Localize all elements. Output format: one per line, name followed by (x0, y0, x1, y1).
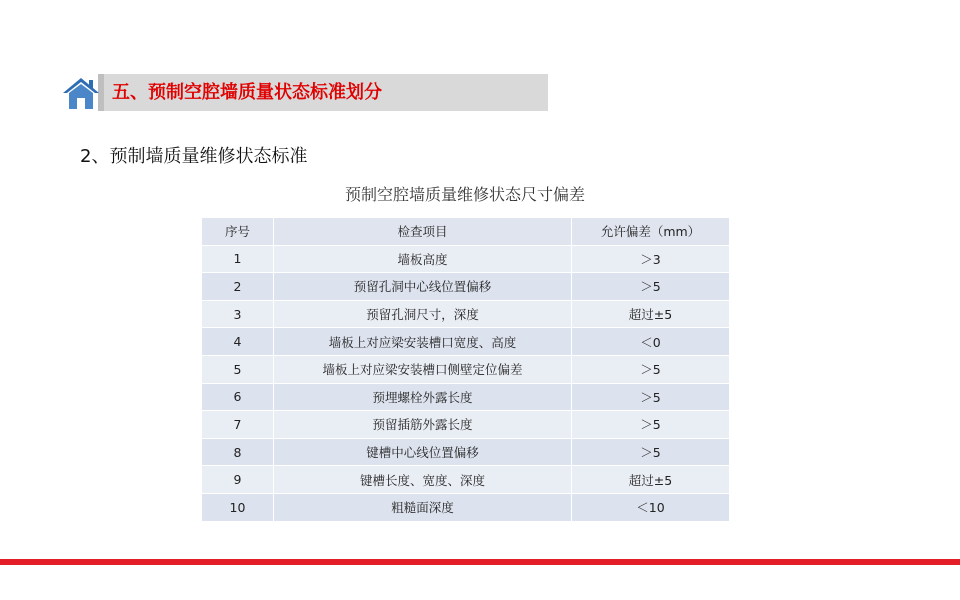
table-header-row (202, 218, 730, 246)
cell-item: 预埋螺栓外露长度 (274, 383, 572, 411)
header-item: 检查项目 (274, 218, 572, 246)
table-row (202, 493, 730, 521)
tolerance-table (201, 217, 730, 522)
cell-item: 预留孔洞中心线位置偏移 (274, 273, 572, 301)
cell-item: 键槽中心线位置偏移 (274, 438, 572, 466)
cell-item: 粗糙面深度 (274, 493, 572, 521)
cell-no: 7 (202, 411, 274, 439)
cell-no: 1 (202, 245, 274, 273)
table-row (202, 466, 730, 494)
table-row (202, 383, 730, 411)
cell-tolerance: 超过±5 (572, 466, 730, 494)
cell-item: 墙板上对应梁安装槽口宽度、高度 (274, 328, 572, 356)
header-tolerance: 允许偏差（mm） (572, 218, 730, 246)
cell-no: 9 (202, 466, 274, 494)
table-row (202, 328, 730, 356)
table-row (202, 411, 730, 439)
cell-tolerance: ＞5 (572, 411, 730, 439)
cell-no: 3 (202, 300, 274, 328)
cell-tolerance: ＜10 (572, 493, 730, 521)
table-row (202, 245, 730, 273)
cell-item: 预留插筋外露长度 (274, 411, 572, 439)
table-row (202, 300, 730, 328)
section-title: 五、预制空腔墙质量状态标准划分 (112, 82, 382, 103)
table-row (202, 438, 730, 466)
header-no: 序号 (202, 218, 274, 246)
bottom-rule (0, 559, 960, 565)
cell-no: 2 (202, 273, 274, 301)
cell-tolerance: ＞5 (572, 355, 730, 383)
cell-no: 5 (202, 355, 274, 383)
cell-no: 8 (202, 438, 274, 466)
cell-tolerance: ＜0 (572, 328, 730, 356)
table-row (202, 273, 730, 301)
cell-item: 预留孔洞尺寸，深度 (274, 300, 572, 328)
home-icon (62, 76, 100, 110)
table-caption: 预制空腔墙质量维修状态尺寸偏差 (344, 185, 585, 204)
cell-item: 墙板高度 (274, 245, 572, 273)
cell-tolerance: ＞5 (572, 438, 730, 466)
cell-no: 10 (202, 493, 274, 521)
cell-item: 键槽长度、宽度、深度 (274, 466, 572, 494)
section-banner (62, 74, 548, 111)
cell-tolerance: ＞5 (572, 383, 730, 411)
subheading: 2、预制墙质量维修状态标准 (80, 146, 308, 167)
cell-item: 墙板上对应梁安装槽口侧壁定位偏差 (274, 355, 572, 383)
table-row (202, 355, 730, 383)
cell-tolerance: 超过±5 (572, 300, 730, 328)
cell-tolerance: ＞5 (572, 273, 730, 301)
cell-no: 6 (202, 383, 274, 411)
cell-tolerance: ＞3 (572, 245, 730, 273)
cell-no: 4 (202, 328, 274, 356)
